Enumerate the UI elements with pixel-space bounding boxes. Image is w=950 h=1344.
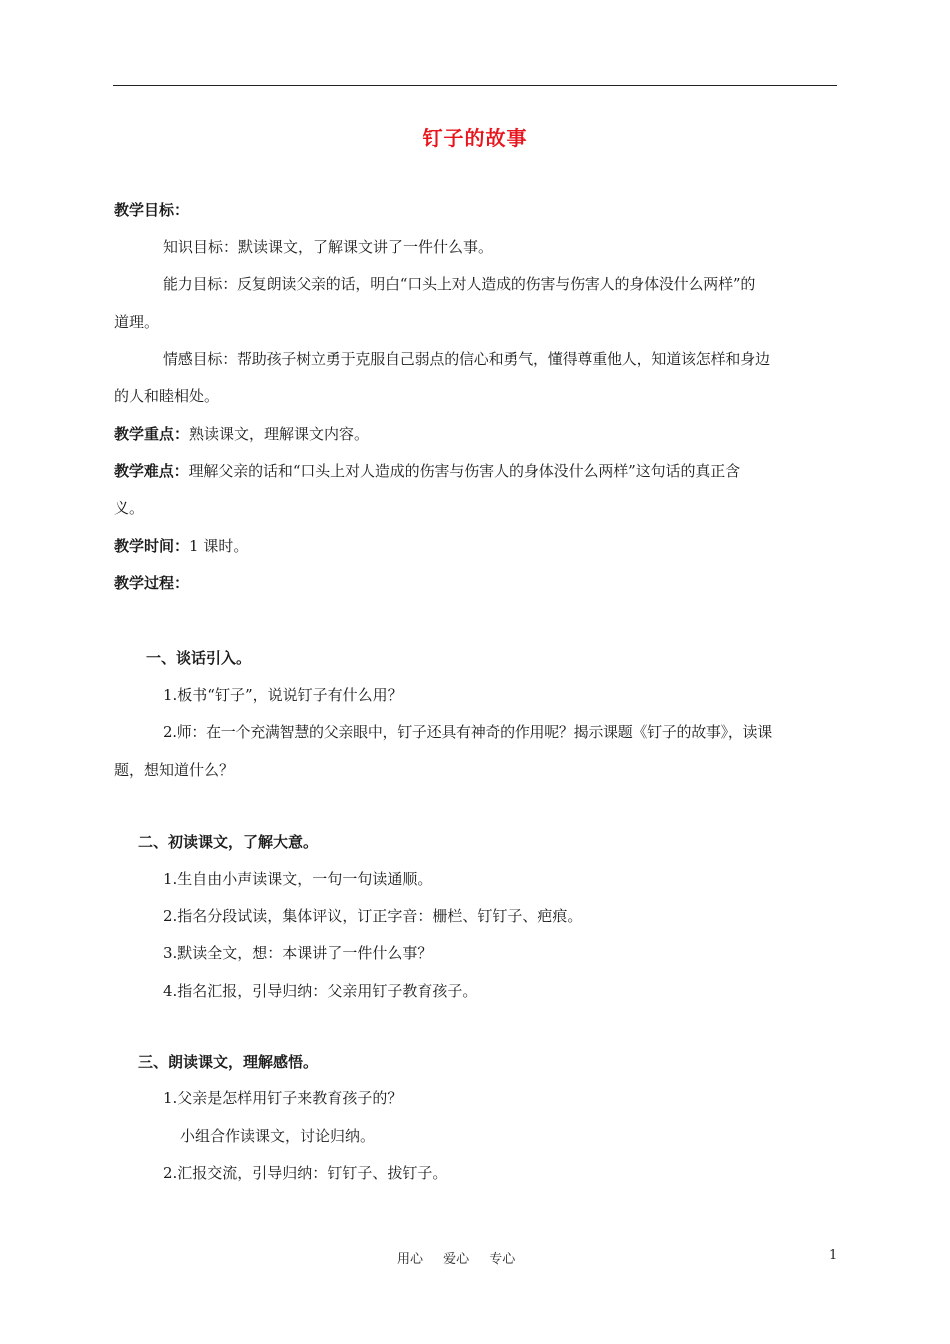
section2-item2: 2.指名分段试读，集体评议，订正字音：栅栏、钉钉子、疤痕。 (163, 907, 583, 925)
footer-slogan: 用心 爱心 专心 (397, 1252, 516, 1267)
emotion-objective-line2: 的人和睦相处。 (114, 387, 220, 405)
document-title: 钉子的故事 (422, 126, 528, 150)
section2-item4: 4.指名汇报，引导归纳：父亲用钉子教育孩子。 (163, 982, 478, 1000)
difficulty-line1 (114, 461, 740, 481)
difficulty-line2: 义。 (114, 499, 145, 517)
knowledge-objective: 知识目标：默读课文，了解课文讲了一件什么事。 (163, 238, 494, 256)
section2-item3: 3.默读全文，想：本课讲了一件什么事？ (163, 944, 433, 962)
ability-objective-line2: 道理。 (114, 313, 160, 331)
time-label: 教学时间： (114, 537, 190, 555)
header-rule (113, 85, 837, 86)
key-point-text: 熟读课文，理解课文内容。 (189, 425, 370, 443)
section1-item2-line2: 题，想知道什么？ (114, 761, 235, 779)
ability-objective-line1: 能力目标：反复朗读父亲的话，明白“口头上对人造成的伤害与伤害人的身体没什么两样”的 (163, 275, 756, 293)
process-heading: 教学过程： (114, 574, 190, 592)
section3-item1-sub: 小组合作读课文，讨论归纳。 (180, 1127, 376, 1145)
section1-heading: 一、谈话引入。 (146, 649, 252, 667)
difficulty-label: 教学难点： (114, 462, 189, 480)
objectives-heading: 教学目标： (114, 201, 190, 219)
section3-heading: 三、朗读课文，理解感悟。 (138, 1053, 319, 1071)
page-number: 1 (829, 1248, 838, 1263)
section3-item2: 2.汇报交流，引导归纳：钉钉子、拔钉子。 (163, 1164, 448, 1182)
difficulty-text: 理解父亲的话和“口头上对人造成的伤害与伤害人的身体没什么两样”这句话的真正含 (188, 462, 741, 480)
section1-item1: 1.板书“钉子”，说说钉子有什么用？ (163, 686, 403, 704)
teaching-time (114, 536, 248, 556)
section2-item1: 1.生自由小声读课文，一句一句读通顺。 (163, 870, 433, 888)
emotion-objective-line1: 情感目标：帮助孩子树立勇于克服自己弱点的信心和勇气，懂得尊重他人，知道该怎样和身边 (163, 350, 770, 368)
section3-item1: 1.父亲是怎样用钉子来教育孩子的？ (163, 1089, 403, 1107)
section1-item2-line1: 2.师：在一个充满智慧的父亲眼中，钉子还具有神奇的作用呢？揭示课题《钉子的故事》，读课 (163, 723, 772, 741)
time-text: 1 课时。 (189, 537, 249, 555)
key-point (114, 424, 369, 444)
key-point-label: 教学重点： (114, 425, 190, 443)
section2-heading: 二、初读课文，了解大意。 (138, 833, 319, 851)
